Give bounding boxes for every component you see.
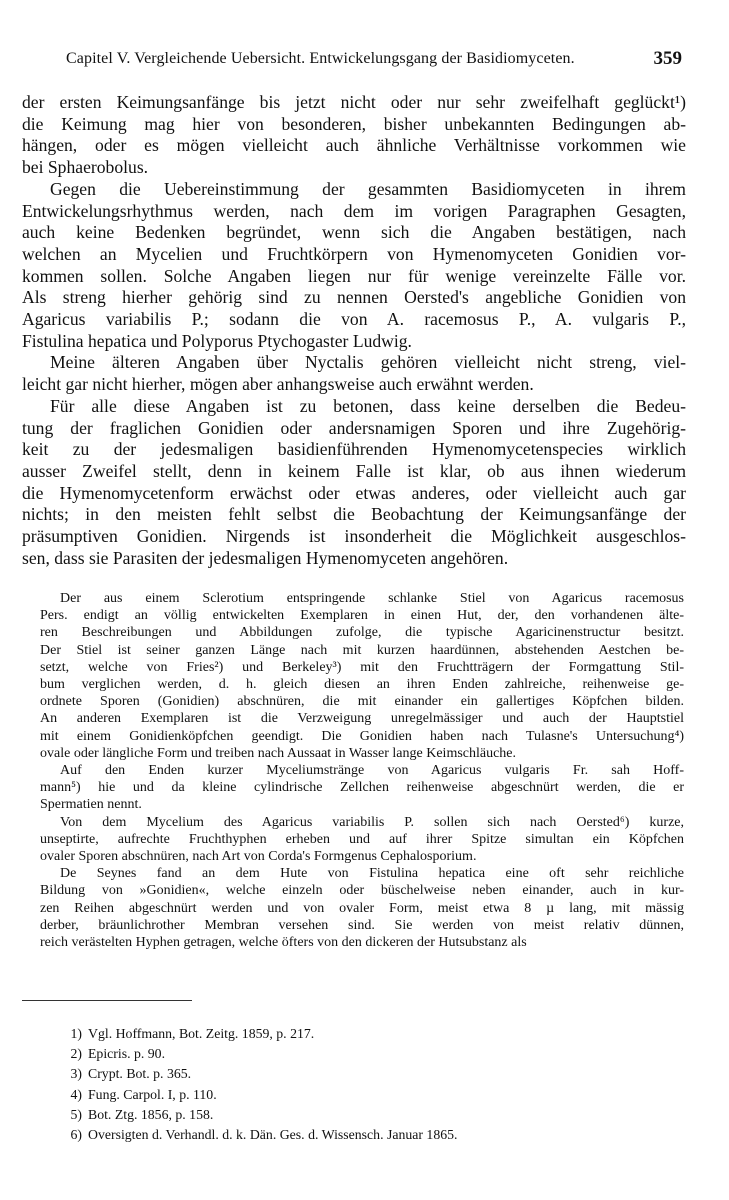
footnote: [60, 1024, 660, 1044]
page-number: 359: [653, 48, 682, 69]
text-line: Auf den Enden kurzer Myceliumstränge von Agaricus vulgaris Fr. sah Hoff-: [60, 763, 684, 779]
text-line: An anderen Exemplaren ist die Verzweigung unregelmässiger und auch der Hauptstiel: [40, 711, 684, 727]
text-line: Der Stiel ist seiner ganzen Länge nach mit kurzen haardünnen, abstehenden Aestchen be-: [40, 642, 684, 658]
body-paragraph: [22, 352, 686, 395]
text-line: Pers. endigt an völlig entwickelten Exemplaren in einen Hut, der, den vorhandenen älte-: [40, 608, 684, 624]
text-line: kommen sollen. Solche Angaben liegen nur für wenige vereinzelte Fälle vor.: [22, 265, 686, 286]
text-line: sen, dass sie Parasiten der jedesmaligen Hymenomyceten angehören.: [22, 547, 509, 568]
text-line: Entwickelungsrhythmus werden, nach dem im vorigen Paragraphen Gesagten,: [22, 200, 686, 221]
text-line: Agaricus variabilis P.; sodann die von A. racemosus P., A. vulgaris P.,: [22, 309, 686, 330]
text-line: leicht gar nicht hierher, mögen aber anhangsweise auch erwähnt werden.: [22, 374, 534, 395]
text-line: Der aus einem Sclerotium entspringende schlanke Stiel von Agaricus racemosus: [60, 591, 684, 606]
body-paragraph: [22, 396, 686, 570]
footnote-text: Crypt. Bot. p. 365.: [88, 1066, 192, 1082]
text-line: Meine älteren Angaben über Nyctalis gehören vielleicht nicht streng, viel-: [50, 352, 686, 373]
footnote-number: 6): [70, 1127, 82, 1143]
text-line: die Keimung mag hier von besonderen, bisher unbekannten Bedingungen ab-: [22, 113, 686, 134]
note-paragraph: [40, 590, 684, 762]
text-line: die Hymenomycetenform erwächst oder etwas anderes, oder vielleicht auch gar: [22, 482, 686, 503]
footnote-text: Bot. Ztg. 1856, p. 158.: [88, 1106, 214, 1122]
text-line: unseptirte, aufrechte Fruchthyphen erheben und auf ihrer Spitze simultan ein Köpfchen: [40, 831, 684, 847]
footnote: [60, 1044, 660, 1064]
text-line: ovaler Sporen abschnüren, nach Art von Corda's Formgenus Cephalosporium.: [40, 849, 477, 865]
footnote-number: 5): [70, 1106, 82, 1122]
footnote-number: 3): [70, 1066, 82, 1082]
text-line: Für alle diese Angaben ist zu betonen, dass keine derselben die Bedeu-: [50, 395, 686, 416]
text-line: ausser Zweifel stellt, denn in keinem Falle ist klar, ob aus ihnen wiederum: [22, 460, 686, 481]
footnote-text: Epicris. p. 90.: [88, 1046, 166, 1062]
body-paragraph: [22, 92, 686, 179]
text-line: mann⁵) hie und da kleine cylindrische Zellchen reihenweise abgeschnürt werden, die er: [40, 780, 684, 796]
text-line: nichts; in den meisten fehlt selbst die Beobachtung der Keimungsanfänge der: [22, 504, 686, 525]
text-line: hängen, oder es mögen vielleicht auch ähnliche Verhältnisse vorkommen wie: [22, 135, 686, 156]
footnote-number: 1): [70, 1026, 82, 1041]
running-header: [62, 48, 682, 74]
footnotes: [60, 1024, 660, 1145]
text-line: derber, bräunlichrother Membran versehen sind. Sie werden von meist relativ dünnen,: [40, 917, 684, 933]
text-line: Von dem Mycelium des Agaricus variabilis P. sollen sich nach Oersted⁶) kurze,: [60, 814, 684, 830]
note-paragraph: [40, 814, 684, 866]
footnote-text: Fung. Carpol. I, p. 110.: [88, 1086, 217, 1102]
text-line: De Seynes fand an dem Hute von Fistulina hepatica eine oft sehr reichliche: [60, 866, 684, 882]
small-print-notes: [40, 590, 684, 951]
note-paragraph: [40, 762, 684, 814]
footnote-text: Vgl. Hoffmann, Bot. Zeitg. 1859, p. 217.: [88, 1026, 315, 1041]
text-line: welchen an Mycelien und Fruchtkörpern von Hymenomyceten Gonidien vor-: [22, 243, 686, 264]
text-line: zen Reihen abgeschnürt werden und von ovaler Form, meist etwa 8 µ lang, mit mässig: [40, 900, 684, 916]
footnote-separator: [22, 1000, 192, 1001]
text-line: keit zu der jedesmaligen basidienführenden Hymenomycetenspecies wirklich: [22, 439, 686, 460]
text-line: bum verglichen werden, d. h. gleich diesen an ihren Enden zahlreiche, reihenweise ge-: [40, 677, 684, 693]
footnote-number: 2): [70, 1046, 82, 1062]
running-title: Capitel V. Vergleichende Uebersicht. Entwickelungsgang der Basidiomyceten.: [66, 50, 575, 67]
footnote: [60, 1125, 660, 1145]
footnote: [60, 1105, 660, 1125]
text-line: setzt, welche von Fries²) und Berkeley³) mit den Fruchtträgern der Formgattung Stil-: [40, 659, 684, 675]
text-line: ovale oder längliche Form und treiben nach Aussaat in Wasser lange Keimschläuche.: [40, 745, 517, 761]
body-paragraph: [22, 179, 686, 353]
text-line: ordnete Sporen (Gonidien) abschnüren, die mit einander ein gallertiges Köpfchen bilden.: [40, 694, 684, 710]
footnote: [60, 1085, 660, 1105]
text-line: Fistulina hepatica und Polyporus Ptychogaster Ludwig.: [22, 330, 412, 351]
text-line: ren Beschreibungen und Abbildungen zufolge, die typische Agaricinenstructur besitzt.: [40, 625, 684, 641]
footnote-number: 4): [70, 1086, 82, 1102]
text-line: der ersten Keimungsanfänge bis jetzt nicht oder nur sehr zweifelhaft geglückt¹): [22, 92, 686, 112]
main-text: [22, 92, 686, 569]
text-line: auch keine Bedenken begründet, wenn sich die Angaben bestätigen, nach: [22, 222, 686, 243]
text-line: tung der fraglichen Gonidien oder andersnamigen Sporen und ihre Zugehörig-: [22, 417, 686, 438]
footnote-text: Oversigten d. Verhandl. d. k. Dän. Ges. d. Wissensch. Januar 1865.: [88, 1127, 458, 1143]
text-line: Bildung von »Gonidien«, welche einzeln oder büschelweise neben einander, auch in kur-: [40, 883, 684, 899]
text-line: mit einem Gonidienköpfchen geendigt. Die Gonidien haben nach Tulasne's Untersuchung⁴): [40, 728, 684, 744]
footnote: [60, 1064, 660, 1084]
note-paragraph: [40, 865, 684, 951]
text-line: Als streng hierher gehörig sind zu nennen Oersted's angebliche Gonidien von: [22, 287, 686, 308]
text-line: bei Sphaerobolus.: [22, 157, 149, 178]
text-line: Gegen die Uebereinstimmung der gesammten Basidiomyceten in ihrem: [50, 178, 686, 199]
text-line: präsumptiven Gonidien. Nirgends ist insonderheit die Möglichkeit ausgeschlos-: [22, 526, 686, 547]
text-line: reich verästelten Hyphen getragen, welche öfters von den dickeren der Hutsubstanz als: [40, 935, 527, 951]
text-line: Spermatien nennt.: [40, 797, 142, 813]
